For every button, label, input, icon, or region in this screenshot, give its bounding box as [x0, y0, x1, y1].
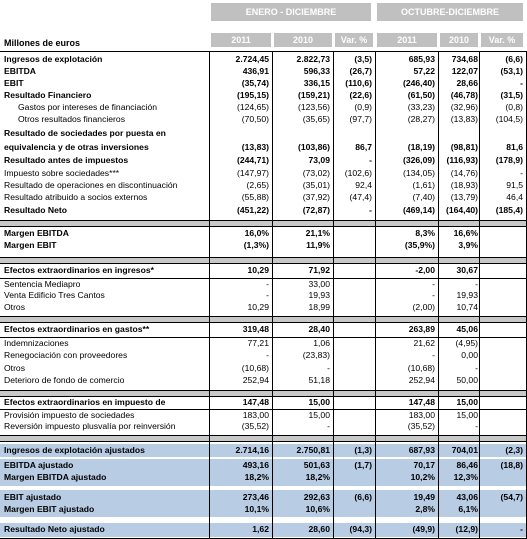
- value-cell: -: [475, 421, 478, 431]
- value-cell: 10,74: [456, 302, 478, 312]
- value-cell: (54,7): [500, 492, 523, 502]
- value-cell: (70,50): [241, 114, 269, 124]
- value-cell: 33,00: [308, 279, 330, 289]
- value-cell: (159,21): [297, 90, 330, 100]
- value-cell: (326,09): [402, 155, 435, 165]
- value-cell: 10,2%: [410, 472, 435, 482]
- value-cell: 2.724,45: [235, 54, 269, 64]
- value-cell: 336,15: [303, 78, 330, 88]
- row-label: Efectos extraordinarios en ingresos*: [4, 265, 154, 275]
- value-cell: 10,29: [247, 302, 269, 312]
- value-cell: 734,68: [451, 54, 478, 64]
- col-header-var-q4: Var. %: [481, 33, 523, 47]
- value-cell: (244,71): [236, 155, 269, 165]
- table-rule: [0, 322, 527, 323]
- value-cell: 15,00: [456, 410, 478, 420]
- table-rule: [0, 220, 527, 221]
- value-cell: 19,93: [308, 290, 330, 300]
- value-cell: 73,09: [308, 155, 330, 165]
- value-cell: (97,7): [349, 114, 372, 124]
- value-cell: 77,21: [247, 338, 269, 348]
- value-cell: (2,65): [246, 180, 269, 190]
- value-cell: (164,40): [445, 205, 478, 215]
- value-cell: 273,46: [242, 492, 269, 502]
- value-cell: 704,01: [451, 445, 478, 455]
- value-cell: -: [327, 363, 330, 373]
- value-cell: 292,63: [303, 492, 330, 502]
- value-cell: (103,86): [297, 142, 330, 152]
- value-cell: 122,07: [451, 66, 478, 76]
- row-label: EBIT: [4, 78, 24, 88]
- value-cell: (7,40): [412, 192, 435, 202]
- value-cell: (102,6): [344, 168, 372, 178]
- value-cell: (195,15): [236, 90, 269, 100]
- value-cell: 16,0%: [244, 228, 269, 238]
- value-cell: -2,00: [415, 265, 435, 275]
- value-cell: 86,46: [456, 460, 478, 470]
- value-cell: (28,27): [407, 114, 435, 124]
- value-cell: (116,93): [446, 155, 478, 165]
- value-cell: 18,2%: [244, 472, 269, 482]
- value-cell: -: [266, 350, 269, 360]
- value-cell: 11,9%: [306, 240, 330, 250]
- value-cell: (37,92): [302, 192, 330, 202]
- value-cell: 183,00: [242, 410, 269, 420]
- value-cell: (18,8): [500, 460, 523, 470]
- value-cell: -: [432, 350, 435, 360]
- row-label: EBITDA: [4, 66, 36, 76]
- value-cell: 51,18: [308, 375, 330, 385]
- value-cell: -: [432, 279, 435, 289]
- value-cell: 493,16: [242, 460, 269, 470]
- value-cell: (32,96): [450, 102, 478, 112]
- row-label: Otros: [4, 363, 26, 373]
- value-cell: 596,33: [303, 66, 330, 76]
- value-cell: 8,3%: [415, 228, 435, 238]
- value-cell: -: [475, 279, 478, 289]
- value-cell: 21,62: [413, 338, 435, 348]
- value-cell: (73,02): [302, 168, 330, 178]
- row-label: EBIT ajustado: [4, 492, 62, 502]
- row-label: Provisión impuesto de sociedades: [4, 410, 135, 420]
- row-label: Resultado Neto: [4, 205, 68, 215]
- value-cell: -: [266, 290, 269, 300]
- value-cell: (110,6): [345, 78, 372, 88]
- value-cell: -: [369, 205, 372, 215]
- value-cell: (72,87): [302, 205, 330, 215]
- value-cell: 0,00: [461, 350, 478, 360]
- value-cell: 28,66: [456, 78, 478, 88]
- value-cell: (18,19): [407, 142, 435, 152]
- value-cell: 21,1%: [305, 228, 330, 238]
- value-cell: (53,1): [500, 66, 523, 76]
- value-cell: (1,3%): [243, 240, 269, 250]
- row-label: Otros resultados financieros: [18, 114, 125, 124]
- table-rule: [0, 263, 527, 264]
- value-cell: (13,79): [450, 192, 478, 202]
- value-cell: (94,3): [349, 524, 372, 534]
- value-cell: -: [266, 279, 269, 289]
- value-cell: 81,6: [506, 142, 523, 152]
- row-label: Venta Edificio Tres Cantos: [4, 290, 105, 300]
- row-label: Resultado antes de impuestos: [4, 155, 129, 165]
- value-cell: -: [520, 524, 523, 534]
- value-cell: 2.750,81: [296, 445, 330, 455]
- value-cell: (18,93): [450, 180, 478, 190]
- column-divider: [375, 51, 376, 538]
- value-cell: (31,5): [500, 90, 523, 100]
- value-cell: (123,56): [297, 102, 330, 112]
- value-cell: (1,3): [354, 445, 372, 455]
- units-label: Millones de euros: [4, 38, 81, 48]
- value-cell: (23,83): [302, 350, 330, 360]
- value-cell: 263,89: [408, 324, 435, 334]
- value-cell: 15,00: [308, 410, 330, 420]
- column-divider: [438, 51, 439, 538]
- col-header-2011-full: 2011: [211, 33, 271, 47]
- row-label: Margen EBITDA: [4, 228, 69, 238]
- value-cell: (55,88): [241, 192, 269, 202]
- value-cell: 10,29: [247, 265, 269, 275]
- value-cell: 687,93: [408, 445, 435, 455]
- value-cell: 50,00: [456, 375, 478, 385]
- period-header-q4: OCTUBRE-DICIEMBRE: [377, 3, 523, 21]
- value-cell: (246,40): [402, 78, 435, 88]
- row-label: Impuesto sobre sociedades***: [4, 168, 120, 178]
- value-cell: 2,8%: [415, 504, 435, 514]
- value-cell: (2,3): [505, 445, 523, 455]
- value-cell: (33,23): [407, 102, 435, 112]
- value-cell: 46,4: [506, 192, 523, 202]
- row-label: Ingresos de explotación ajustados: [4, 445, 145, 455]
- row-label: Margen EBIT ajustado: [4, 504, 95, 514]
- value-cell: 57,22: [413, 66, 435, 76]
- value-cell: (61,50): [407, 90, 435, 100]
- value-cell: 147,48: [408, 397, 435, 407]
- row-label: Renegociación con proveedores: [4, 350, 128, 360]
- value-cell: -: [475, 363, 478, 373]
- value-cell: (134,05): [402, 168, 435, 178]
- row-label: Margen EBIT: [4, 240, 57, 250]
- value-cell: (1,61): [412, 180, 435, 190]
- table-rule: [0, 51, 527, 52]
- value-cell: (1,7): [354, 460, 372, 470]
- value-cell: 18,2%: [305, 472, 330, 482]
- value-cell: 28,40: [308, 324, 330, 334]
- value-cell: (469,14): [402, 205, 435, 215]
- value-cell: 28,60: [308, 524, 330, 534]
- row-label: equivalencia y de otras inversiones: [4, 142, 149, 152]
- value-cell: 10,6%: [305, 504, 330, 514]
- value-cell: (185,4): [495, 205, 523, 215]
- value-cell: 30,67: [456, 265, 478, 275]
- value-cell: (10,68): [241, 363, 269, 373]
- col-header-var-full: Var. %: [335, 33, 373, 47]
- value-cell: (147,97): [236, 168, 269, 178]
- value-cell: (26,7): [349, 66, 372, 76]
- row-label: Resultado Neto ajustado: [4, 524, 105, 534]
- value-cell: (49,9): [412, 524, 435, 534]
- value-cell: 436,91: [242, 66, 269, 76]
- value-cell: 183,00: [408, 410, 435, 420]
- value-cell: 12,3%: [453, 472, 478, 482]
- row-label: Ingresos de explotación: [4, 54, 103, 64]
- row-label: Resultado atribuido a socios externos: [4, 192, 148, 202]
- value-cell: 10,1%: [244, 504, 269, 514]
- value-cell: 147,48: [242, 397, 269, 407]
- value-cell: (178,9): [495, 155, 523, 165]
- value-cell: (0,9): [354, 102, 372, 112]
- value-cell: 1,06: [313, 338, 330, 348]
- value-cell: 2.822,73: [296, 54, 330, 64]
- value-cell: (2,00): [412, 302, 435, 312]
- value-cell: -: [327, 421, 330, 431]
- value-cell: 91,5: [506, 180, 523, 190]
- row-label: Otros: [4, 302, 26, 312]
- table-rule: [0, 441, 527, 442]
- row-label: Deterioro de fondo de comercio: [4, 375, 125, 385]
- row-label: Indemnizaciones: [4, 338, 69, 348]
- value-cell: 1,62: [252, 524, 269, 534]
- value-cell: (0,8): [505, 102, 523, 112]
- value-cell: (35,52): [407, 421, 435, 431]
- period-header-full-year: ENERO - DICIEMBRE: [211, 3, 371, 21]
- value-cell: 19,93: [456, 290, 478, 300]
- value-cell: 86,7: [355, 142, 372, 152]
- value-cell: -: [520, 78, 523, 88]
- value-cell: 2.714,16: [235, 445, 269, 455]
- row-label: EBITDA ajustado: [4, 460, 74, 470]
- row-label: Resultado de operaciones en discontinuación: [4, 180, 178, 190]
- table-rule: [0, 316, 527, 317]
- value-cell: (13,83): [450, 114, 478, 124]
- table-rule: [0, 226, 527, 227]
- value-cell: (46,78): [450, 90, 478, 100]
- value-cell: (6,6): [505, 54, 523, 64]
- value-cell: (6,6): [354, 492, 372, 502]
- value-cell: 252,94: [408, 375, 435, 385]
- value-cell: (35,01): [302, 180, 330, 190]
- value-cell: 19,49: [413, 492, 435, 502]
- value-cell: (13,83): [241, 142, 269, 152]
- col-header-2010-full: 2010: [274, 33, 332, 47]
- row-label: Reversión impuesto plusvalía por reinversión: [4, 421, 176, 431]
- table-rule: [0, 390, 527, 391]
- value-cell: (35,9%): [404, 240, 435, 250]
- row-label: Margen EBITDA ajustado: [4, 472, 107, 482]
- value-cell: 92,4: [355, 180, 372, 190]
- value-cell: (35,65): [302, 114, 330, 124]
- row-label: Gastos por intereses de financiación: [18, 102, 158, 112]
- value-cell: 70,17: [413, 460, 435, 470]
- value-cell: (104,5): [495, 114, 523, 124]
- value-cell: 3,9%: [458, 240, 478, 250]
- value-cell: (12,9): [455, 524, 478, 534]
- value-cell: 18,99: [308, 302, 330, 312]
- value-cell: (35,74): [241, 78, 269, 88]
- value-cell: 71,92: [308, 265, 330, 275]
- col-header-2011-q4: 2011: [377, 33, 437, 47]
- value-cell: (451,22): [236, 205, 269, 215]
- row-label: Efectos extraordinarios en impuesto de: [4, 397, 166, 407]
- col-header-2010-q4: 2010: [440, 33, 478, 47]
- row-label: Resultado de sociedades por puesta en: [4, 128, 166, 138]
- value-cell: -: [520, 168, 523, 178]
- value-cell: (35,52): [241, 421, 269, 431]
- value-cell: (124,65): [236, 102, 269, 112]
- value-cell: 15,00: [456, 397, 478, 407]
- value-cell: 252,94: [242, 375, 269, 385]
- value-cell: (10,68): [407, 363, 435, 373]
- value-cell: (47,4): [349, 192, 372, 202]
- value-cell: (3,5): [354, 54, 372, 64]
- value-cell: 15,00: [308, 397, 330, 407]
- value-cell: 6,1%: [458, 504, 478, 514]
- value-cell: 16,6%: [453, 228, 478, 238]
- row-label: Sentencia Mediapro: [4, 279, 81, 289]
- column-divider: [272, 51, 273, 538]
- value-cell: -: [432, 290, 435, 300]
- value-cell: 43,06: [456, 492, 478, 502]
- value-cell: 685,93: [408, 54, 435, 64]
- value-cell: (14,76): [450, 168, 478, 178]
- value-cell: -: [369, 155, 372, 165]
- value-cell: (22,6): [349, 90, 372, 100]
- value-cell: (4,95): [455, 338, 478, 348]
- value-cell: 45,06: [456, 324, 478, 334]
- table-rule: [0, 435, 527, 436]
- column-divider: [209, 51, 210, 538]
- table-rule: [0, 257, 527, 258]
- value-cell: 319,48: [242, 324, 269, 334]
- value-cell: 501,63: [303, 460, 330, 470]
- value-cell: (98,81): [450, 142, 478, 152]
- row-label: Resultado Financiero: [4, 90, 92, 100]
- row-label: Efectos extraordinarios en gastos**: [4, 324, 150, 334]
